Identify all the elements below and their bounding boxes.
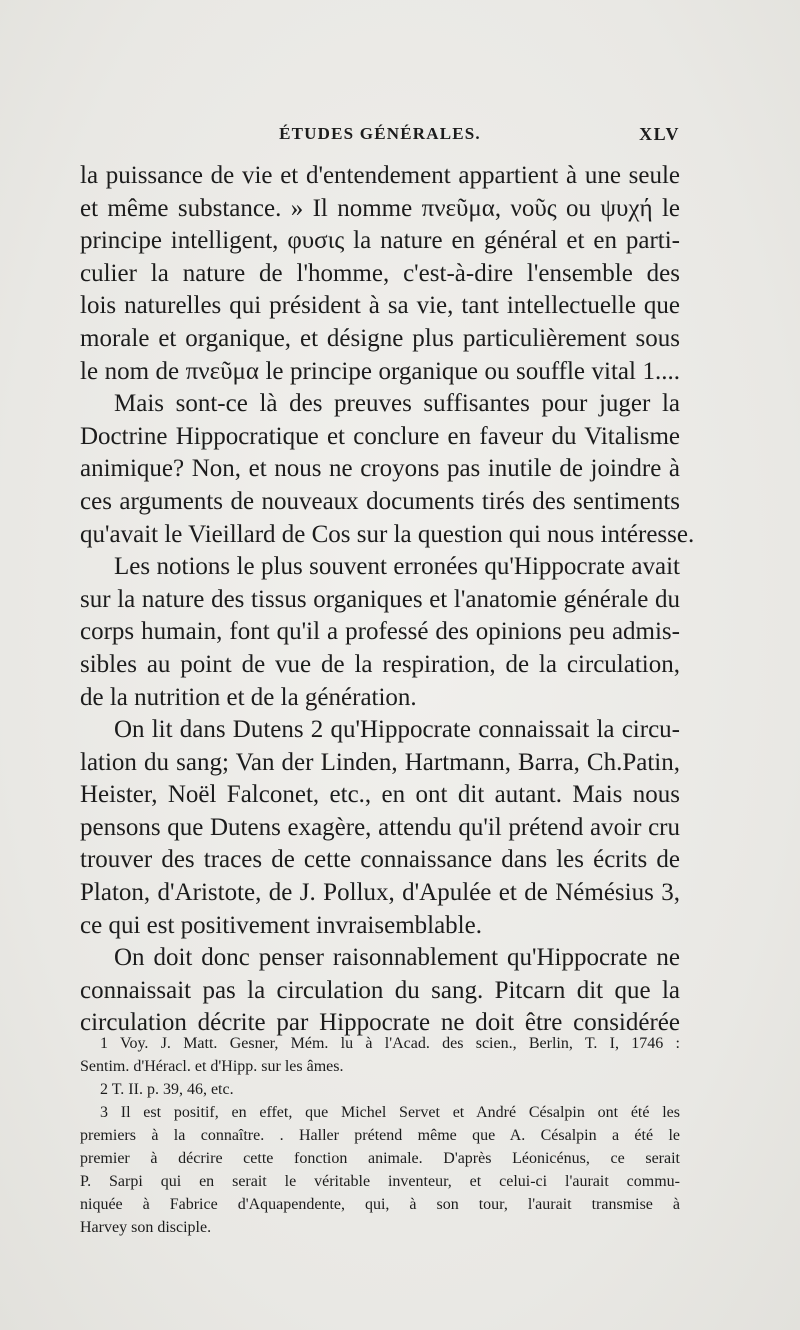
text-line: lois naturelles qui président à sa vie, tant intellectuelle que xyxy=(80,292,680,320)
page-number: XLV xyxy=(639,124,680,144)
text-line: Platon, d'Aristote, de J. Pollux, d'Apulée et de Némésius 3, xyxy=(80,879,680,907)
text-line: morale et organique, et désigne plus particulièrement sous xyxy=(80,324,680,352)
text-line: sur la nature des tissus organiques et l'anatomie générale du xyxy=(80,585,680,613)
running-title: ÉTUDES GÉNÉRALES. xyxy=(279,124,481,143)
footnote-line: Sentim. d'Héracl. et d'Hipp. sur les âmes. xyxy=(80,1058,344,1075)
text-line: ce qui est positivement invraisemblable. xyxy=(80,911,482,939)
text-line: Mais sont-ce là des preuves suffisantes pour juger la xyxy=(114,390,680,418)
main-text xyxy=(80,160,695,1040)
text-line: circulation décrite par Hippocrate ne doit être considérée xyxy=(80,1009,680,1037)
text-line: corps humain, font qu'il a professé des opinions peu admis- xyxy=(80,618,680,646)
text-line: lation du sang; Van der Linden, Hartmann, Barra, Ch.Patin, xyxy=(80,748,680,776)
footnote-line: Harvey son disciple. xyxy=(80,1219,212,1236)
text-line: connaissait pas la circulation du sang. Pitcarn dit que la xyxy=(80,976,680,1004)
footnotes xyxy=(80,1032,680,1239)
text-line: qu'avait le Vieillard de Cos sur la question qui nous intéresse. xyxy=(80,520,695,548)
text-line: On lit dans Dutens 2 qu'Hippocrate connaissait la circu- xyxy=(114,716,680,744)
text-line: Heister, Noël Falconet, etc., en ont dit autant. Mais nous xyxy=(80,781,680,809)
footnote-line: 2 T. II. p. 39, 46, etc. xyxy=(100,1081,234,1098)
text-line: Doctrine Hippocratique et conclure en faveur du Vitalisme xyxy=(80,422,680,450)
footnote-line: 3 Il est positif, en effet, que Michel Servet et André Césalpin ont été les xyxy=(100,1104,680,1121)
text-line: Les notions le plus souvent erronées qu'Hippocrate avait xyxy=(114,553,680,581)
text-line: culier la nature de l'homme, c'est-à-dire l'ensemble des xyxy=(80,259,680,287)
footnote-line: P. Sarpi qui en serait le véritable inventeur, et celui-ci l'aurait commu- xyxy=(80,1173,680,1190)
page-header xyxy=(80,124,680,148)
text-line: On doit donc penser raisonnablement qu'Hippocrate ne xyxy=(114,944,680,972)
text-line: de la nutrition et de la génération. xyxy=(80,683,417,711)
text-line: et même substance. » Il nomme πνεῦμα, νοῦς ou ψυχή le xyxy=(80,194,680,222)
text-line: principe intelligent, φυσις la nature en général et en parti- xyxy=(80,227,680,255)
text-line: animique? Non, et nous ne croyons pas inutile de joindre à xyxy=(80,455,680,483)
text-line: la puissance de vie et d'entendement appartient à une seule xyxy=(80,162,680,189)
footnote-line: niquée à Fabrice d'Aquapendente, qui, à son tour, l'aurait transmise à xyxy=(80,1196,680,1213)
text-line: le nom de πνεῦμα le principe organique ou souffle vital 1.... xyxy=(80,357,680,385)
text-line: ces arguments de nouveaux documents tirés des sentiments xyxy=(80,487,680,515)
footnote-line: premiers à la connaître. . Haller prétend même que A. Césalpin a été le xyxy=(80,1127,680,1144)
footnote-line: premier à décrire cette fonction animale. D'après Léonicénus, ce serait xyxy=(80,1150,680,1167)
footnote-line: 1 Voy. J. Matt. Gesner, Mém. lu à l'Acad. des scien., Berlin, T. I, 1746 : xyxy=(100,1035,680,1052)
text-line: trouver des traces de cette connaissance dans les écrits de xyxy=(80,846,680,874)
text-line: sibles au point de vue de la respiration, de la circulation, xyxy=(80,650,680,678)
text-line: pensons que Dutens exagère, attendu qu'il prétend avoir cru xyxy=(80,813,680,841)
